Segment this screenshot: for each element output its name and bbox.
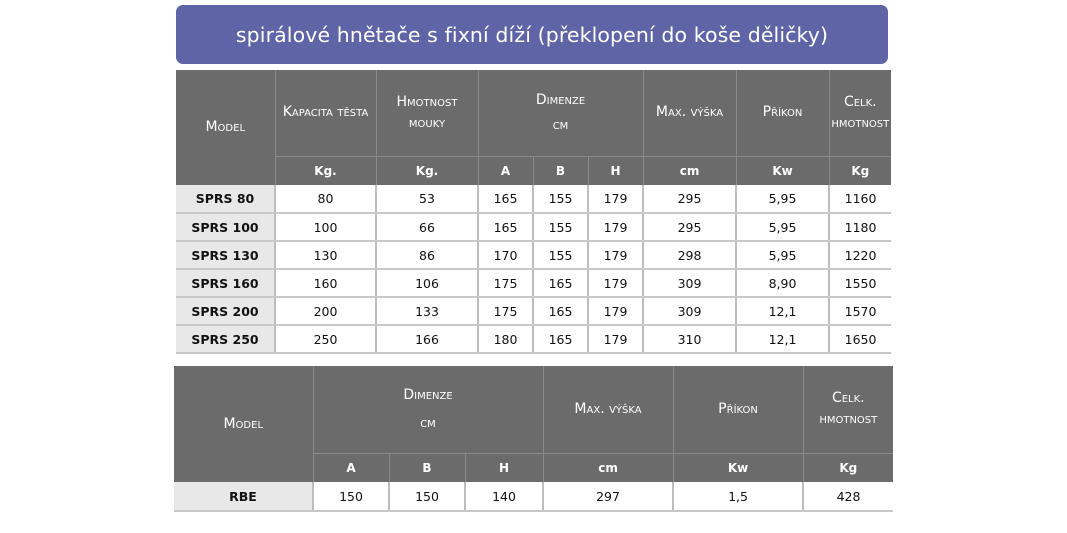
- header-flour-line2: mouky: [408, 114, 446, 131]
- header-total-weight-line2: hmotnost: [831, 114, 890, 131]
- table-row: [176, 325, 891, 353]
- header-total-weight-line1: Celk.: [843, 93, 877, 110]
- cell-dim-a: 175: [478, 269, 533, 297]
- cell-dim-h: 179: [588, 241, 643, 269]
- cell-dim-h: 140: [465, 482, 543, 511]
- cell-weight: 428: [803, 482, 893, 511]
- table-row: [176, 241, 891, 269]
- cell-dim-a: 165: [478, 185, 533, 213]
- cell-dim-a: 170: [478, 241, 533, 269]
- header-dims-line1: Dimenze: [403, 386, 453, 403]
- unit-dim-b: B: [389, 453, 465, 482]
- cell-dim-h: 179: [588, 213, 643, 241]
- cell-dim-b: 155: [533, 213, 588, 241]
- cell-capacity: 200: [275, 297, 376, 325]
- cell-dim-b: 165: [533, 269, 588, 297]
- spiral-mixers-table: [176, 70, 891, 354]
- header-model: Model: [174, 366, 313, 482]
- cell-power: 12,1: [736, 297, 829, 325]
- table-row: [176, 213, 891, 241]
- cell-max-height: 297: [543, 482, 673, 511]
- cell-power: 12,1: [736, 325, 829, 353]
- unit-dim-a: A: [478, 156, 533, 185]
- cell-model: SPRS 80: [176, 185, 275, 213]
- header-dims-line1: Dimenze: [535, 91, 586, 108]
- header-dimensions: [478, 70, 643, 156]
- unit-dim-h: H: [465, 453, 543, 482]
- cell-capacity: 250: [275, 325, 376, 353]
- cell-weight: 1180: [829, 213, 891, 241]
- cell-weight: 1650: [829, 325, 891, 353]
- cell-weight: 1220: [829, 241, 891, 269]
- header-model: Model: [176, 70, 275, 185]
- cell-capacity: 130: [275, 241, 376, 269]
- header-max-height: Max. výška: [543, 366, 673, 453]
- header-total-weight-line2: hmotnost: [819, 411, 878, 428]
- cell-flour: 166: [376, 325, 478, 353]
- cell-max-height: 295: [643, 185, 736, 213]
- cell-model: SPRS 200: [176, 297, 275, 325]
- cell-model: RBE: [174, 482, 313, 511]
- unit-dim-h: H: [588, 156, 643, 185]
- header-total-weight-line1: Celk.: [831, 390, 865, 407]
- table-row: [176, 297, 891, 325]
- cell-capacity: 80: [275, 185, 376, 213]
- unit-weight: Kg: [803, 453, 893, 482]
- cell-dim-b: 155: [533, 241, 588, 269]
- header-dims-line2: cm: [552, 116, 569, 133]
- cell-dim-a: 175: [478, 297, 533, 325]
- cell-model: SPRS 250: [176, 325, 275, 353]
- cell-power: 5,95: [736, 241, 829, 269]
- header-max-height: Max. výška: [643, 70, 736, 156]
- cell-capacity: 160: [275, 269, 376, 297]
- cell-weight: 1570: [829, 297, 891, 325]
- cell-model: SPRS 130: [176, 241, 275, 269]
- cell-power: 8,90: [736, 269, 829, 297]
- header-dims-line2: cm: [420, 414, 436, 431]
- page-title: spirálové hnětače s fixní díží (překlopení do koše děličky): [176, 5, 888, 64]
- cell-dim-b: 155: [533, 185, 588, 213]
- cell-dim-b: 150: [389, 482, 465, 511]
- header-power: Příkon: [736, 70, 829, 156]
- unit-dim-a: A: [313, 453, 389, 482]
- header-capacity: Kapacita těsta: [275, 70, 376, 156]
- table-row: [176, 269, 891, 297]
- cell-dim-b: 165: [533, 325, 588, 353]
- unit-capacity: Kg.: [275, 156, 376, 185]
- unit-power: Kw: [736, 156, 829, 185]
- cell-flour: 133: [376, 297, 478, 325]
- cell-dim-a: 180: [478, 325, 533, 353]
- cell-flour: 53: [376, 185, 478, 213]
- cell-model: SPRS 100: [176, 213, 275, 241]
- cell-dim-a: 165: [478, 213, 533, 241]
- unit-max-height: cm: [643, 156, 736, 185]
- cell-dim-a: 150: [313, 482, 389, 511]
- header-flour-weight: [376, 70, 478, 156]
- rbe-table: [174, 366, 893, 512]
- unit-weight: Kg: [829, 156, 891, 185]
- unit-power: Kw: [673, 453, 803, 482]
- cell-dim-h: 179: [588, 325, 643, 353]
- cell-max-height: 298: [643, 241, 736, 269]
- unit-max-height: cm: [543, 453, 673, 482]
- cell-dim-h: 179: [588, 297, 643, 325]
- cell-dim-b: 165: [533, 297, 588, 325]
- cell-capacity: 100: [275, 213, 376, 241]
- cell-flour: 66: [376, 213, 478, 241]
- cell-flour: 106: [376, 269, 478, 297]
- cell-power: 5,95: [736, 185, 829, 213]
- cell-max-height: 309: [643, 297, 736, 325]
- cell-weight: 1550: [829, 269, 891, 297]
- cell-model: SPRS 160: [176, 269, 275, 297]
- header-total-weight: [803, 366, 893, 453]
- cell-dim-h: 179: [588, 185, 643, 213]
- cell-dim-h: 179: [588, 269, 643, 297]
- cell-weight: 1160: [829, 185, 891, 213]
- cell-max-height: 309: [643, 269, 736, 297]
- cell-power: 1,5: [673, 482, 803, 511]
- table-row: [176, 185, 891, 213]
- cell-flour: 86: [376, 241, 478, 269]
- unit-flour: Kg.: [376, 156, 478, 185]
- table-row: [174, 482, 893, 511]
- unit-dim-b: B: [533, 156, 588, 185]
- cell-power: 5,95: [736, 213, 829, 241]
- header-power: Příkon: [673, 366, 803, 453]
- header-dimensions: [313, 366, 543, 453]
- cell-max-height: 310: [643, 325, 736, 353]
- header-total-weight: [829, 70, 891, 156]
- header-flour-line1: Hmotnost: [396, 93, 458, 110]
- cell-max-height: 295: [643, 213, 736, 241]
